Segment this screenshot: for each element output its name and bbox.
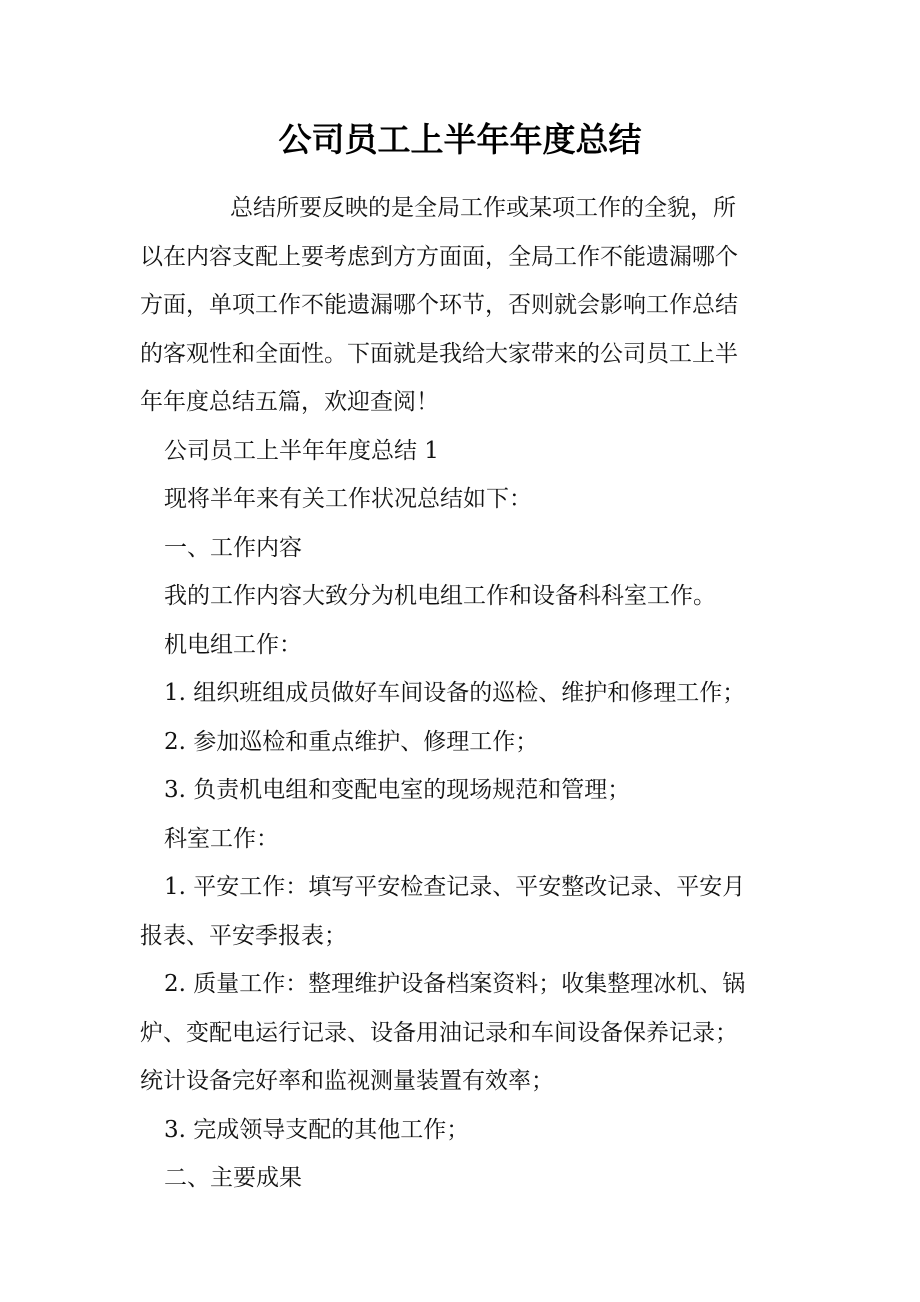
subsection-heading: 机电组工作：	[164, 631, 302, 658]
list-item: 1. 组织班组成员做好车间设备的巡检、维护和修理工作；	[164, 680, 746, 706]
section-heading: 一、工作内容	[164, 534, 302, 561]
section-heading: 二、主要成果	[164, 1165, 302, 1191]
paragraph-line: 现将半年来有关工作状况总结如下：	[164, 486, 532, 512]
list-item-continuation: 统计设备完好率和监视测量装置有效率；	[140, 1068, 554, 1094]
list-item: 3. 负责机电组和变配电室的现场规范和管理；	[164, 777, 631, 803]
paragraph-line: 总结所要反映的是全局工作或某项工作的全貌，所	[230, 195, 736, 221]
list-item-continuation: 报表、平安季报表；	[140, 922, 347, 949]
paragraph-line: 年年度总结五篇，欢迎查阅！	[140, 389, 439, 415]
document-body	[140, 184, 782, 1203]
list-item: 2. 参加巡检和重点维护、修理工作；	[164, 728, 539, 755]
subsection-heading: 科室工作：	[164, 825, 279, 852]
paragraph-line: 的客观性和全面性。下面就是我给大家带来的公司员工上半	[140, 340, 738, 367]
document-title: 公司员工上半年年度总结	[278, 120, 642, 159]
paragraph-line: 以在内容支配上要考虑到方方面面，全局工作不能遗漏哪个	[140, 243, 738, 270]
list-item: 2. 质量工作：整理维护设备档案资料；收集整理冰机、锅	[164, 971, 746, 997]
paragraph-line: 方面，单项工作不能遗漏哪个环节，否则就会影响工作总结	[140, 292, 738, 318]
list-item: 1. 平安工作：填写平安检查记录、平安整改记录、平安月	[164, 874, 746, 900]
list-item-continuation: 炉、变配电运行记录、设备用油记录和车间设备保养记录；	[140, 1019, 738, 1046]
section-heading: 公司员工上半年年度总结 1	[164, 437, 439, 464]
paragraph-line: 我的工作内容大致分为机电组工作和设备科科室工作。	[164, 583, 716, 609]
list-item: 3. 完成领导支配的其他工作；	[164, 1116, 470, 1143]
